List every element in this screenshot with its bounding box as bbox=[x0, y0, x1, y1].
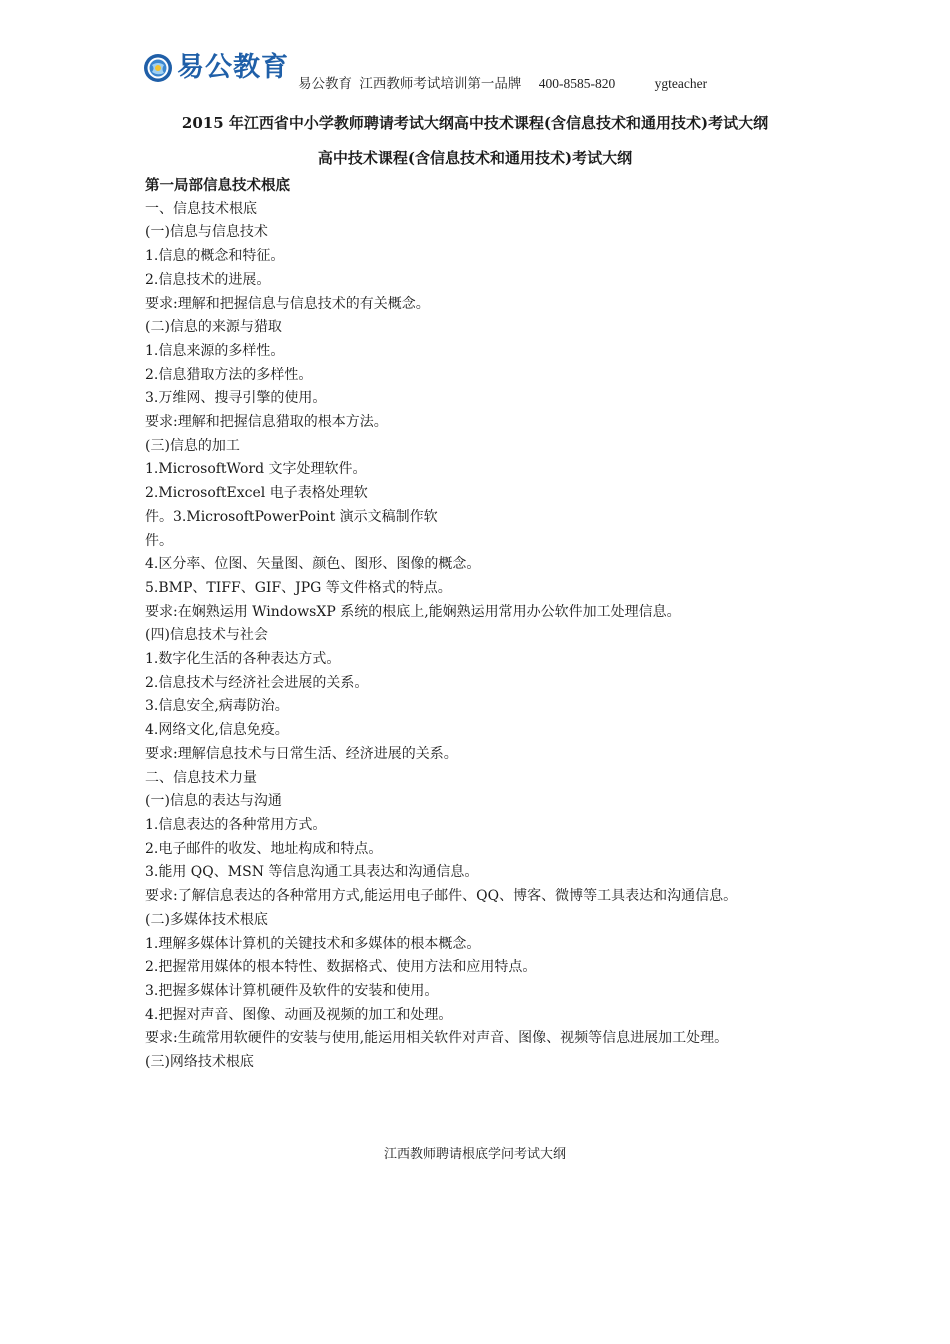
list-item: 1.信息来源的多样性。 bbox=[145, 342, 285, 359]
header-brand: 易公教育 bbox=[298, 76, 352, 91]
header-info bbox=[298, 72, 707, 92]
subsection-heading: (三)信息的加工 bbox=[145, 437, 240, 454]
list-item: 1.数字化生活的各种表达方式。 bbox=[145, 651, 341, 668]
requirement-text: 要求:理解信息技术与日常生活、经济进展的关系。 bbox=[145, 745, 458, 762]
part-heading: 第一局部信息技术根底 bbox=[145, 177, 290, 194]
list-item: 2.MicrosoftExcel 电子表格处理软 bbox=[145, 485, 368, 502]
list-item: 2.信息猎取方法的多样性。 bbox=[145, 366, 313, 383]
header-phone: 400-8585-820 bbox=[538, 76, 616, 91]
header-wechat: ygteacher bbox=[654, 76, 708, 91]
document-title: 2015 年江西省中小学教师聘请考试大纲高中技术课程(含信息技术和通用技术)考试大纲 bbox=[181, 114, 769, 132]
list-item: 3.能用 QQ、MSN 等信息沟通工具表达和沟通信息。 bbox=[145, 864, 479, 881]
list-item: 2.信息技术的进展。 bbox=[145, 271, 271, 288]
list-item: 4.区分率、位图、矢量图、颜色、图形、图像的概念。 bbox=[145, 556, 481, 573]
subsection-heading: (二)信息的来源与猎取 bbox=[145, 319, 282, 336]
section-heading: 二、信息技术力量 bbox=[145, 769, 257, 786]
requirement-text: 要求:理解和把握信息猎取的根本方法。 bbox=[145, 414, 388, 431]
list-item: 2.把握常用媒体的根本特性、数据格式、使用方法和应用特点。 bbox=[145, 959, 537, 976]
document-body bbox=[145, 174, 800, 1075]
list-item: 件。3.MicrosoftPowerPoint 演示文稿制作软 bbox=[145, 508, 438, 525]
section-heading: 一、信息技术根底 bbox=[145, 200, 257, 217]
subsection-heading: (四)信息技术与社会 bbox=[145, 627, 268, 644]
page-header bbox=[143, 50, 843, 90]
list-item: 2.电子邮件的收发、地址构成和特点。 bbox=[145, 840, 383, 857]
subsection-heading: (一)信息与信息技术 bbox=[145, 224, 268, 241]
list-item: 4.网络文化,信息免疫。 bbox=[145, 722, 289, 739]
requirement-text: 要求:在娴熟运用 WindowsXP 系统的根底上,能娴熟运用常用办公软件加工处理信息。 bbox=[145, 603, 681, 620]
subsection-heading: (二)多媒体技术根底 bbox=[145, 911, 268, 928]
list-item: 1.MicrosoftWord 文字处理软件。 bbox=[145, 461, 367, 478]
list-item: 1.信息的概念和特征。 bbox=[145, 248, 285, 265]
globe-logo-icon bbox=[143, 53, 173, 83]
subsection-heading: (一)信息的表达与沟通 bbox=[145, 793, 282, 810]
document-subtitle: 高中技术课程(含信息技术和通用技术)考试大纲 bbox=[317, 149, 633, 167]
list-item: 1.信息表达的各种常用方式。 bbox=[145, 816, 327, 833]
subsection-heading: (三)网络技术根底 bbox=[145, 1054, 254, 1071]
requirement-text: 要求:理解和把握信息与信息技术的有关概念。 bbox=[145, 295, 430, 312]
requirement-text: 要求:生疏常用软硬件的安装与使用,能运用相关软件对声音、图像、视频等信息进展加工处理。 bbox=[145, 1030, 729, 1047]
list-item: 3.把握多媒体计算机硬件及软件的安装和使用。 bbox=[145, 982, 439, 999]
page-footer: 江西教师聘请根底学问考试大纲 bbox=[383, 1147, 566, 1162]
header-slogan: 江西教师考试培训第一品牌 bbox=[359, 76, 522, 91]
requirement-text: 要求:了解信息表达的各种常用方式,能运用电子邮件、QQ、博客、微博等工具表达和沟通信息。 bbox=[145, 888, 738, 905]
brand-logo-text: 易公教育 bbox=[177, 52, 289, 83]
list-item: 3.信息安全,病毒防治。 bbox=[145, 698, 289, 715]
list-item: 1.理解多媒体计算机的关键技术和多媒体的根本概念。 bbox=[145, 935, 481, 952]
list-item: 2.信息技术与经济社会进展的关系。 bbox=[145, 674, 369, 691]
list-item: 4.把握对声音、图像、动画及视频的加工和处理。 bbox=[145, 1006, 453, 1023]
list-item: 件。 bbox=[145, 532, 173, 549]
list-item: 5.BMP、TIFF、GIF、JPG 等文件格式的特点。 bbox=[145, 579, 452, 596]
list-item: 3.万维网、搜寻引擎的使用。 bbox=[145, 390, 327, 407]
